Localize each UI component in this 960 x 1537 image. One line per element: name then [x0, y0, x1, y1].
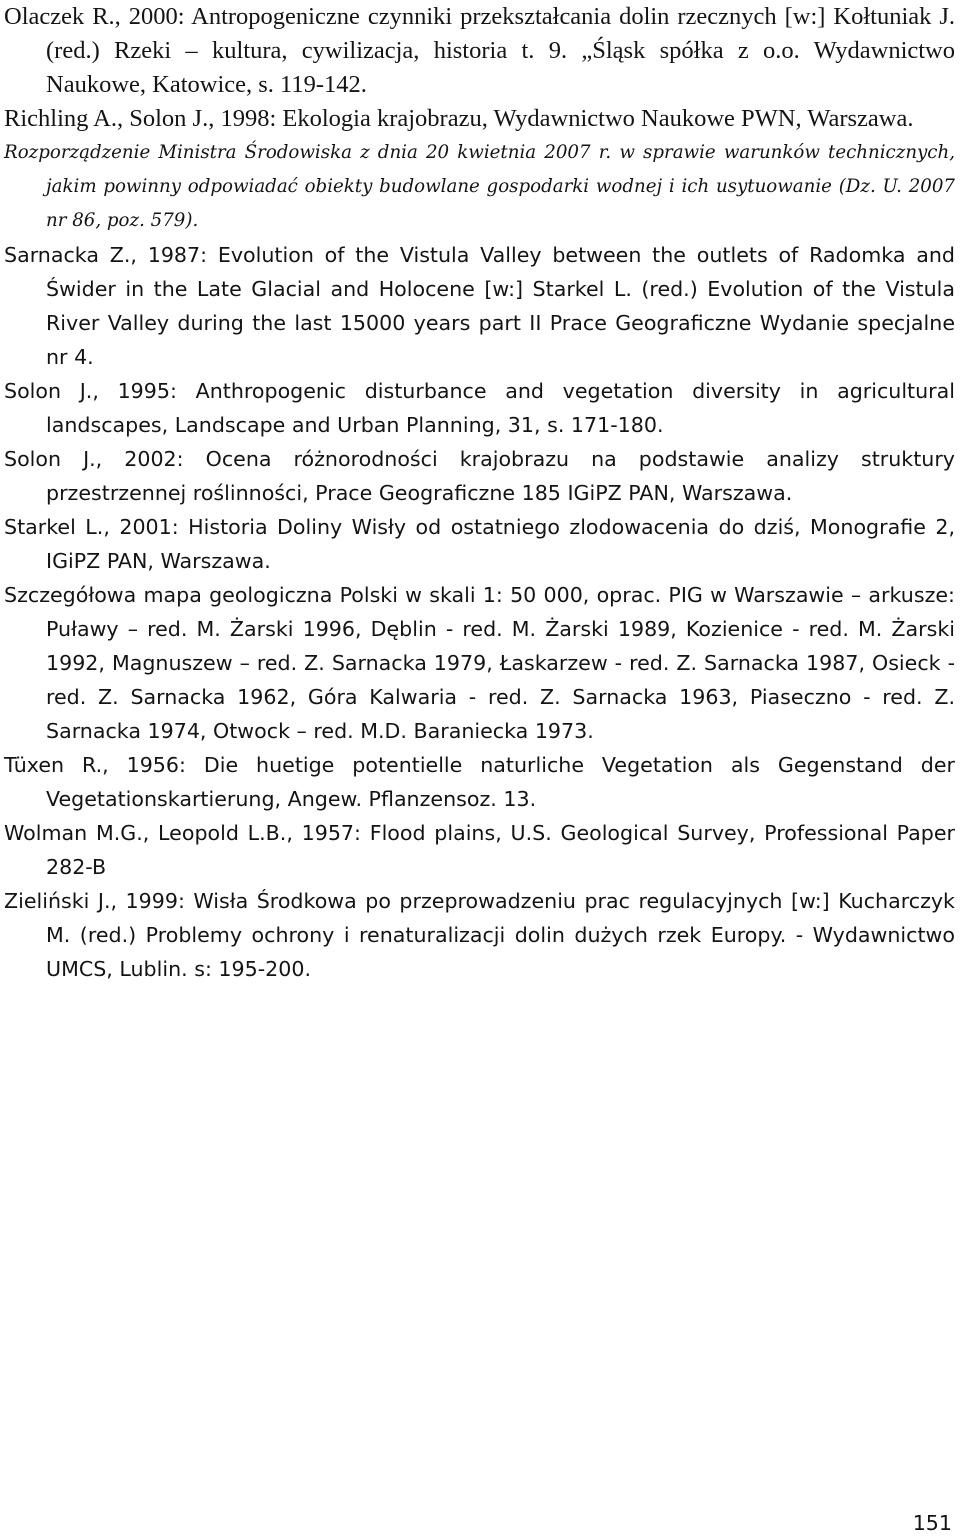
reference-olaczek-2000: Olaczek R., 2000: Antropogeniczne czynniki przekształcania dolin rzecznych [w:] Kołtuniak J. (red.) Rzeki – kultura, cywilizacja, historia t. 9. „Śląsk spółka z o.o. Wydawnictwo Naukowe, Katowice, s. 119-142. — [4, 3, 955, 98]
reference-solon-2002: Solon J., 2002: Ocena różnorodności krajobrazu na podstawie analizy struktury przestrzennej roślinności, Prace Geograficzne 185 IGiPZ PAN, Warszawa. — [4, 447, 955, 505]
reference-solon-1995: Solon J., 1995: Anthropogenic disturbance and vegetation diversity in agricultural landscapes, Landscape and Urban Planning, 31, s. 171-180. — [4, 379, 955, 437]
page-number: 151 — [912, 1511, 952, 1535]
reference-list — [4, 0, 955, 986]
reference-zielinski-1999: Zieliński J., 1999: Wisła Środkowa po przeprowadzeniu prac regulacyjnych [w:] Kucharczyk M. (red.) Problemy ochrony i renaturalizacji dolin dużych rzek Europy. - Wydawnictwo UMCS, Lublin. s: 195-200. — [4, 889, 955, 981]
reference-starkel-2001: Starkel L., 2001: Historia Doliny Wisły od ostatniego zlodowacenia do dziś, Monografie 2, IGiPZ PAN, Warszawa. — [4, 515, 955, 573]
reference-tuxen-1956: Tüxen R., 1956: Die huetige potentielle naturliche Vegetation als Gegenstand der Vegetationskartierung, Angew. Pflanzensoz. 13. — [4, 753, 955, 811]
reference-rozporzadzenie-2007: Rozporządzenie Ministra Środowiska z dnia 20 kwietnia 2007 r. w sprawie warunków technicznych, jakim powinny odpowiadać obiekty budowlane gospodarki wodnej i ich usytuowanie (Dz. U. 2007 nr 86, poz. 579). — [4, 142, 955, 231]
reference-wolman-leopold-1957: Wolman M.G., Leopold L.B., 1957: Flood plains, U.S. Geological Survey, Professional Paper 282-B — [4, 821, 955, 879]
reference-richling-solon-1998: Richling A., Solon J., 1998: Ekologia krajobrazu, Wydawnictwo Naukowe PWN, Warszawa. — [4, 105, 914, 132]
reference-szczegolowa-mapa: Szczegółowa mapa geologiczna Polski w skali 1: 50 000, oprac. PIG w Warszawie – arkusze: Puławy – red. M. Żarski 1996, Dęblin - red. M. Żarski 1989, Kozienice - red. M. Żarski 1992, Magnuszew – red. Z. Sarnacka 1979, Łaskarzew - red. Z. Sarnacka 1987, Osieck - red. Z. Sarnacka 1962, Góra Kalwaria - red. Z. Sarnacka 1963, Piaseczno - red. Z. Sarnacka 1974, Otwock – red. M.D. Baraniecka 1973. — [4, 583, 955, 743]
reference-sarnacka-1987: Sarnacka Z., 1987: Evolution of the Vistula Valley between the outlets of Radomka and Świder in the Late Glacial and Holocene [w:] Starkel L. (red.) Evolution of the Vistula River Valley during the last 15000 years part II Prace Geograficzne Wydanie specjalne nr 4. — [4, 243, 955, 369]
